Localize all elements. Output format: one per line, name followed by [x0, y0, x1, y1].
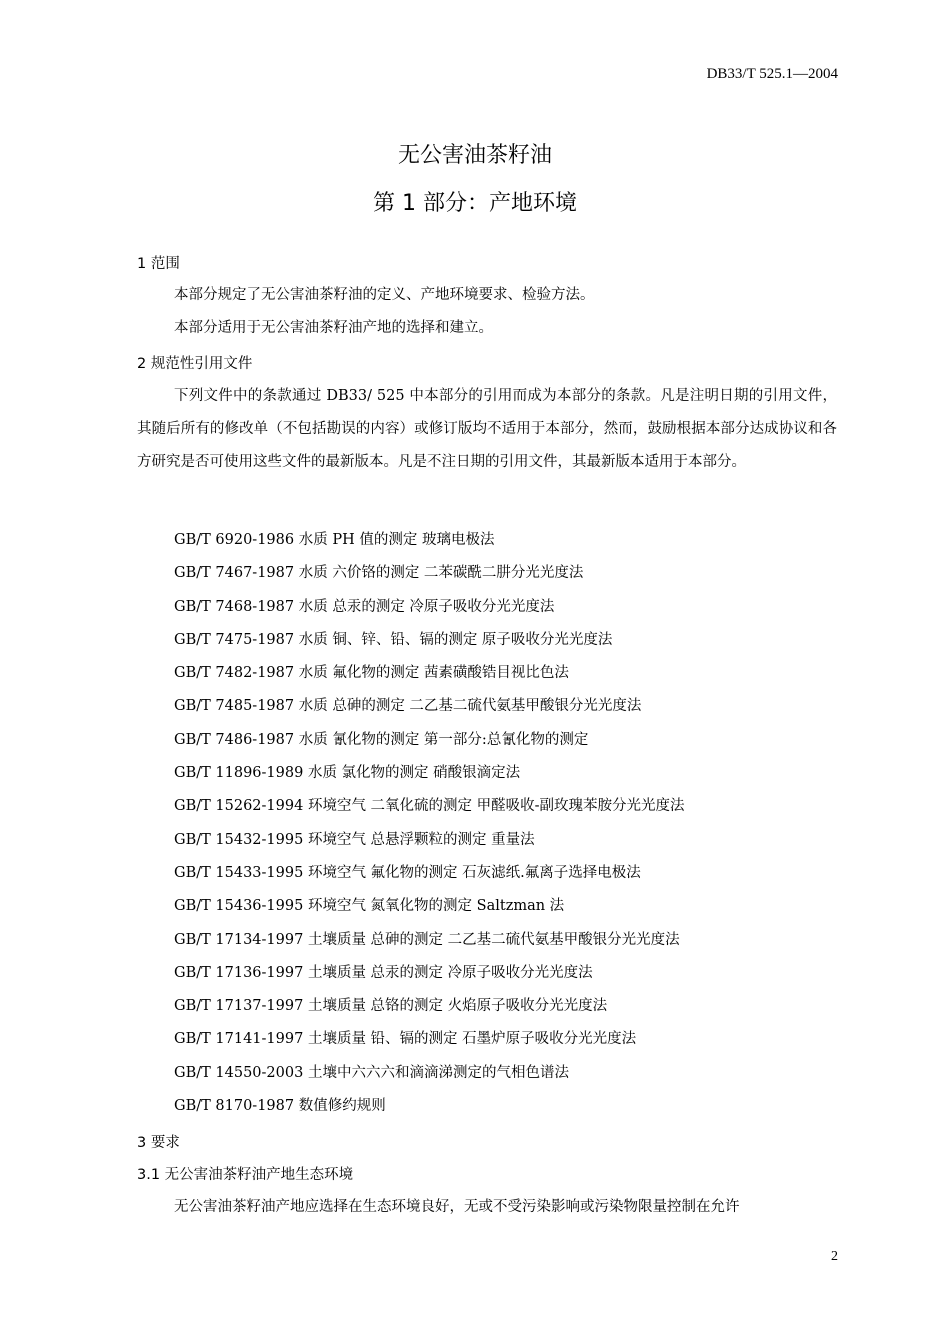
section-3-1-paragraph: 无公害油茶籽油产地应选择在生态环境良好，无或不受污染影响或污染物限量控制在允许 [174, 1199, 740, 1215]
section-2-heading: 2 规范性引用文件 [137, 356, 253, 372]
reference-item: GB/T 17137-1997 土壤质量 总铬的测定 火焰原子吸收分光光度法 [174, 998, 608, 1015]
section-2-paragraph: 下列文件中的条款通过 DB33/ 525 中本部分的引用而成为本部分的条款。凡是注明日期的引用文件，其随后所有的修改单（不包括勘误的内容）或修订版均不适用于本部分，然而，鼓励根据本部分达成协议和各方研究是否可使用这些文件的最新版本。凡是不注日期的引用文件，其最新版本适用于本部分。 [137, 388, 837, 470]
reference-item: GB/T 6920-1986 水质 PH 值的测定 玻璃电极法 [174, 532, 495, 548]
page-number: 2 [831, 1249, 838, 1264]
section-3-1-heading: 3.1 无公害油茶籽油产地生态环境 [137, 1167, 354, 1183]
doc-code: DB33/T 525.1—2004 [706, 66, 838, 82]
reference-item: GB/T 14550-2003 土壤中六六六和滴滴涕测定的气相色谱法 [174, 1064, 569, 1081]
section-1-heading: 1 范围 [137, 256, 180, 272]
doc-title: 无公害油茶籽油 [397, 143, 552, 168]
reference-item: GB/T 7475-1987 水质 铜、锌、铅、镉的测定 原子吸收分光光度法 [174, 631, 613, 648]
reference-item: GB/T 15432-1995 环境空气 总悬浮颗粒的测定 重量法 [174, 831, 535, 848]
reference-item: GB/T 15436-1995 环境空气 氮氧化物的测定 Saltzman 法 [174, 898, 565, 915]
reference-item: GB/T 17134-1997 土壤质量 总砷的测定 二乙基二硫代氨基甲酸银分光光度法 [174, 931, 680, 948]
reference-item: GB/T 7485-1987 水质 总砷的测定 二乙基二硫代氨基甲酸银分光光度法 [174, 698, 642, 715]
section-3-heading: 3 要求 [137, 1135, 180, 1151]
section-1-paragraph-2: 本部分适用于无公害油茶籽油产地的选择和建立。 [174, 320, 493, 336]
reference-item: GB/T 15433-1995 环境空气 氟化物的测定 石灰滤纸.氟离子选择电极法 [174, 864, 641, 881]
reference-item: GB/T 17141-1997 土壤质量 铅、镉的测定 石墨炉原子吸收分光光度法 [174, 1031, 637, 1048]
reference-item: GB/T 7467-1987 水质 六价铬的测定 二苯碳酰二肼分光光度法 [174, 565, 584, 582]
reference-item: GB/T 17136-1997 土壤质量 总汞的测定 冷原子吸收分光光度法 [174, 964, 593, 981]
doc-subtitle: 第 1 部分：产地环境 [373, 191, 577, 216]
reference-item: GB/T 7482-1987 水质 氟化物的测定 茜素磺酸锆目视比色法 [174, 665, 569, 682]
reference-item: GB/T 7468-1987 水质 总汞的测定 冷原子吸收分光光度法 [174, 598, 555, 615]
reference-list [174, 524, 685, 1123]
reference-item: GB/T 8170-1987 数值修约规则 [174, 1098, 386, 1115]
reference-item: GB/T 15262-1994 环境空气 二氧化硫的测定 甲醛吸收-副玫瑰苯胺分光光度法 [174, 798, 685, 815]
reference-item: GB/T 11896-1989 水质 氯化物的测定 硝酸银滴定法 [174, 765, 521, 782]
section-1-paragraph-1: 本部分规定了无公害油茶籽油的定义、产地环境要求、检验方法。 [174, 287, 595, 303]
reference-item: GB/T 7486-1987 水质 氰化物的测定 第一部分:总氰化物的测定 [174, 731, 589, 748]
